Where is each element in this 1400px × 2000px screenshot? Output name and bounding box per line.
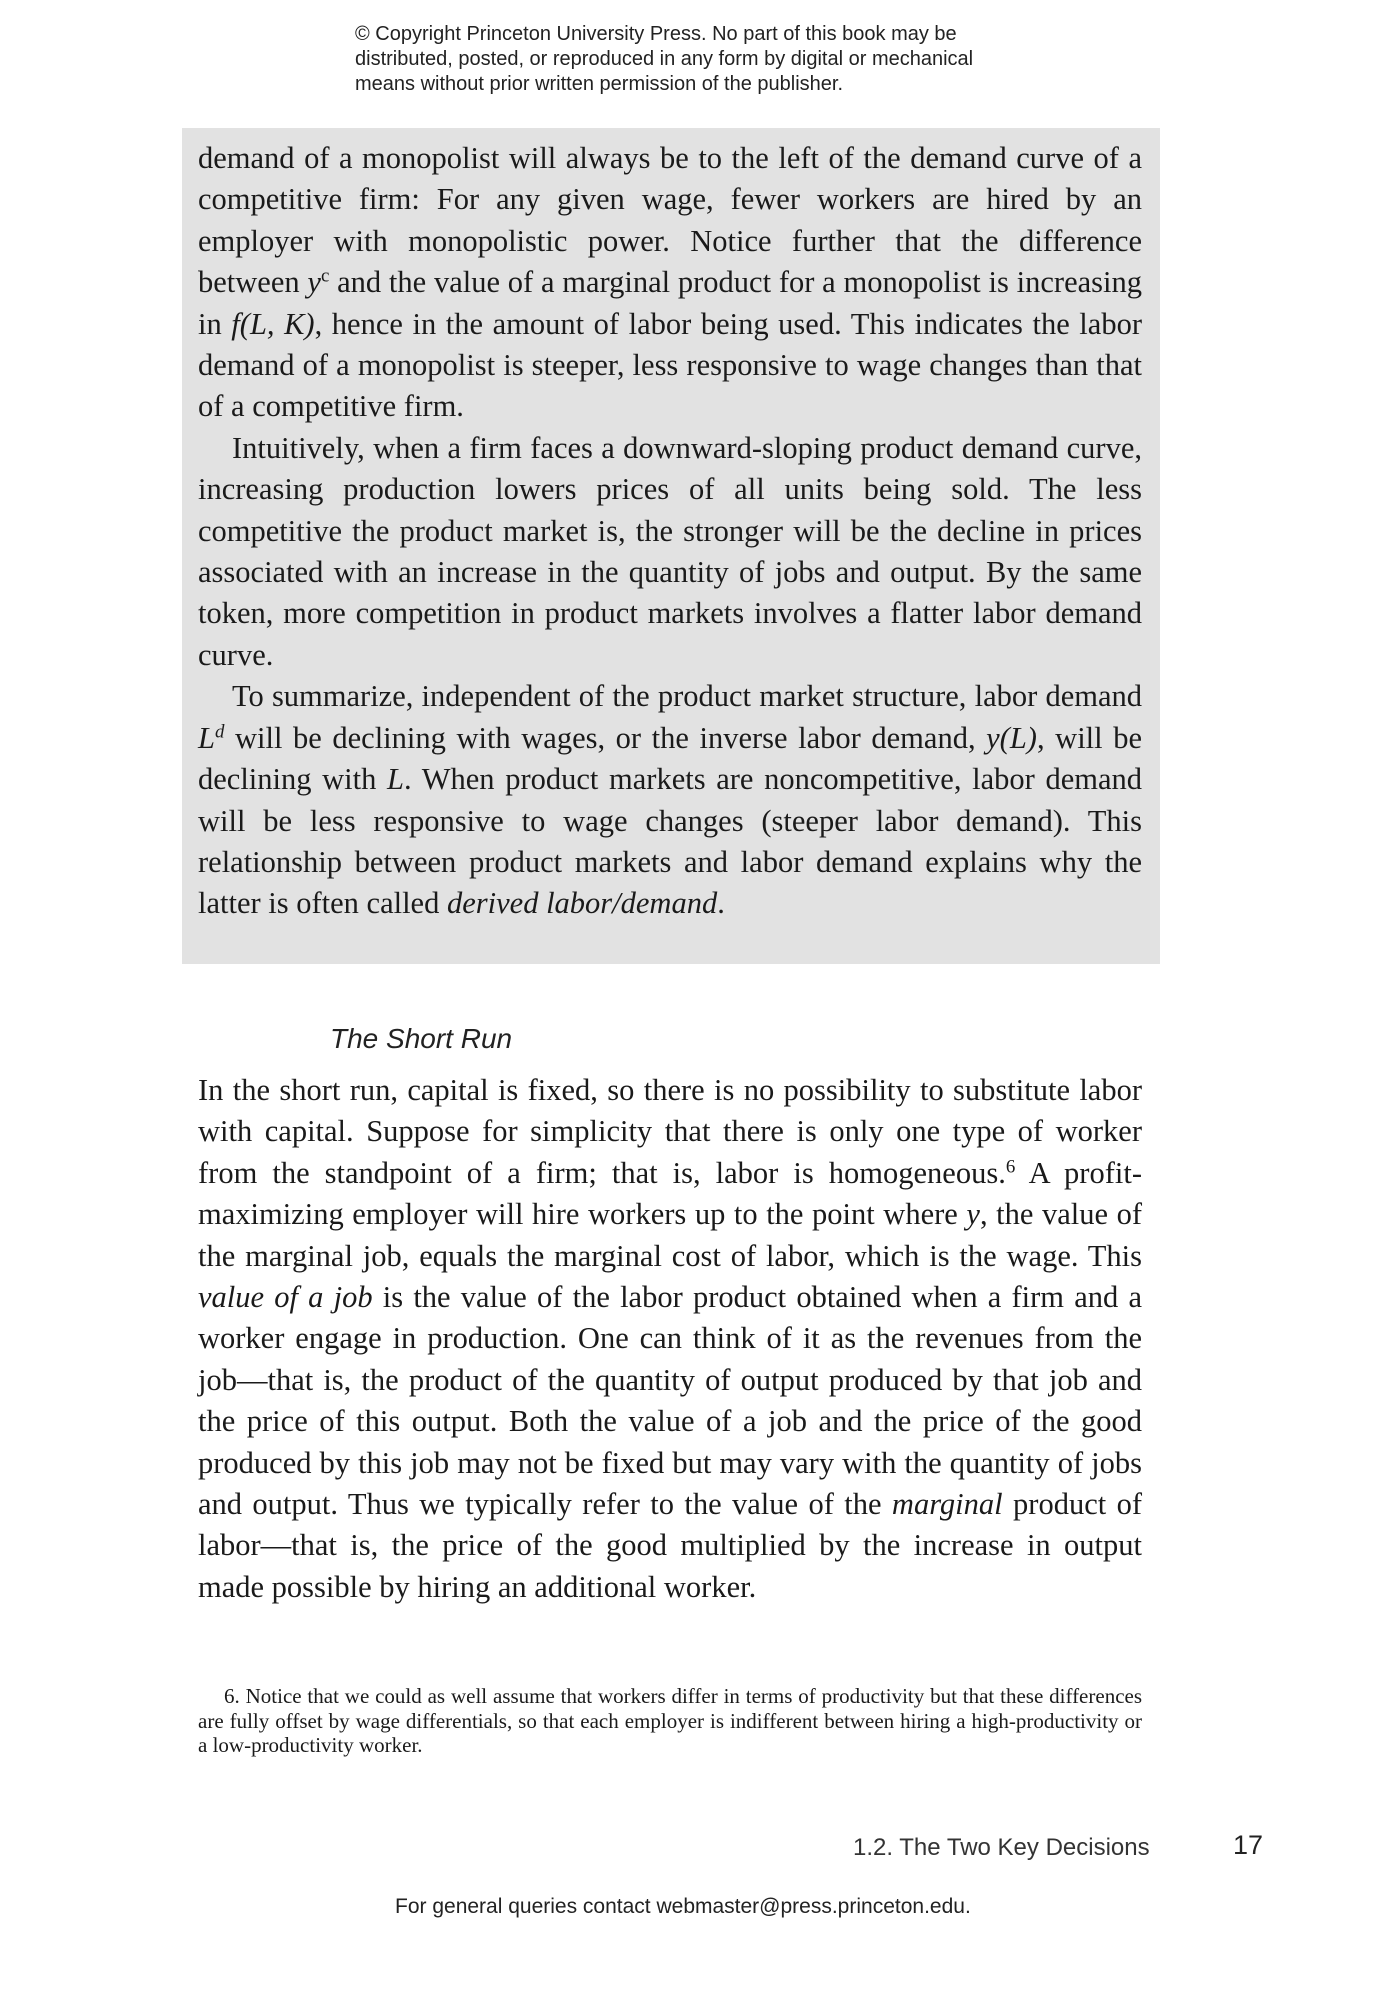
footnote-ref[interactable]: 6 xyxy=(1005,1156,1016,1178)
math-superscript-c: c xyxy=(320,265,330,287)
emphasized-word: marginal xyxy=(891,1487,1003,1522)
emphasized-term: derived labor/demand xyxy=(446,886,718,921)
box-paragraph: demand of a monopolist will always be to the left of the demand curve of a competitive firm: For any given wage, fewer workers are hired by an employer with monopolistic power. Notice further that the difference between $y^c$ and the value of a marginal product for a monopolist is increasing in f(L, K), hence in the amount of labor being used. This indicates the labor demand of a monopolist is steeper, less responsive to wage changes than that of a competitive firm. xyxy=(198,141,1142,424)
copyright-line: means without prior written permission of the publisher. xyxy=(355,73,844,95)
copyright-line: distributed, posted, or reproduced in any form by digital or mechanical xyxy=(355,48,974,70)
copyright-line: © Copyright Princeton University Press. No part of this book may be xyxy=(355,23,957,45)
footnote xyxy=(198,1684,1142,1758)
math-f: f xyxy=(231,306,240,341)
footnote-text: Notice that we could as well assume that workers differ in terms of productivity but that these differences are fully offset by wage differentials, so that each employer is indifferent between hiring a high-productivity or a low-productivity worker. xyxy=(198,1684,1143,1757)
main-text xyxy=(198,1070,1142,1608)
emphasized-term: value of a job xyxy=(198,1280,373,1315)
math-args: (L, K) xyxy=(239,306,315,341)
math-L: L xyxy=(387,762,404,797)
math-y: y xyxy=(307,265,321,300)
running-footer: 1.2. The Two Key Decisions xyxy=(853,1834,1150,1861)
section-heading: The Short Run xyxy=(330,1023,513,1054)
box-paragraph: Intuitively, when a firm faces a downward-sloping product demand curve, increasing production lowers prices of all units being sold. The less competitive the product market is, the stronger will be the decline in prices associated with an increase in the quantity of jobs and output. By the same token, more competition in product markets involves a flatter labor demand curve. xyxy=(198,430,1142,672)
math-L: L xyxy=(198,720,215,755)
box-paragraph: To summarize, independent of the product market structure, labor demand $L^d$ will be declining with wages, or the inverse labor demand, y(L), will be declining with L. When product markets are noncompetitive, labor demand will be less responsive to wage changes (steeper labor demand). This relationship between product markets and labor demand explains why the latter is often called derived labor/demand. xyxy=(198,679,1142,921)
copyright-notice xyxy=(355,22,1055,97)
footnote-number: 6. xyxy=(224,1684,240,1708)
math-yL: y(L) xyxy=(986,720,1037,755)
body-paragraph: In the short run, capital is fixed, so there is no possibility to substitute labor with capital. Suppose for simplicity that there is only one type of worker from the standpoint of a firm; that is, labor is homogeneous.$^6$ A profit-maximizing employer will hire workers up to the point where y, the value of the marginal job, equals the marginal cost of labor, which is the wage. This value of a job is the value of the labor product obtained when a firm and a worker engage in production. One can think of it as the revenues from the job—that is, the product of the quantity of output produced by that job and the price of this output. Both the value of a job and the price of the good produced by this job may not be fixed but may vary with the quantity of jobs and output. Thus we typically refer to the value of the marginal product of labor—that is, the price of the good multiplied by the increase in output made possible by hiring an additional worker. xyxy=(198,1073,1143,1604)
box-text xyxy=(198,138,1142,925)
contact-line: For general queries contact webmaster@press.princeton.edu. xyxy=(395,1895,971,1918)
math-y: y xyxy=(966,1197,980,1232)
page-number: 17 xyxy=(1233,1830,1264,1860)
math-superscript-d: d xyxy=(214,721,225,743)
